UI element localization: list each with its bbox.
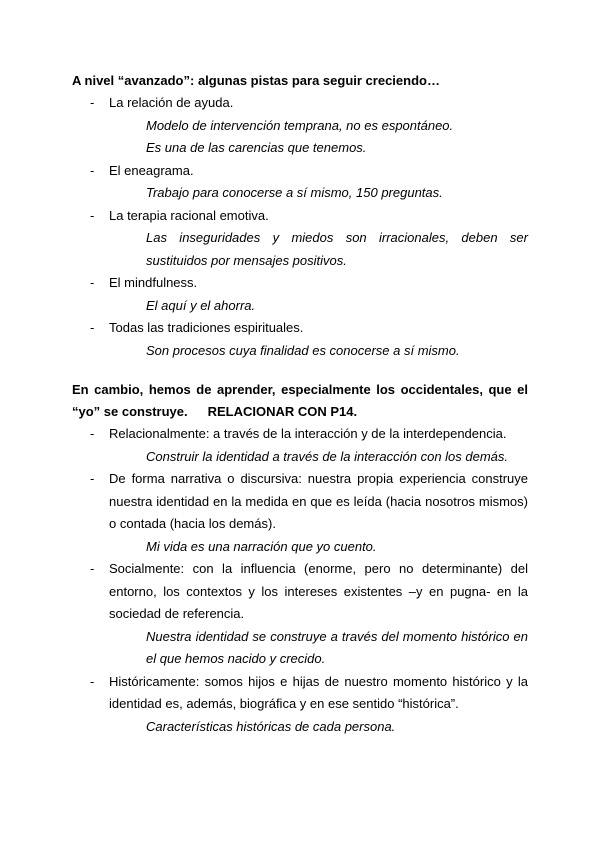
cross-reference-tag: RELACIONAR CON P14.: [207, 404, 358, 419]
list-item: [72, 92, 528, 160]
list-item-note: Nuestra identidad se construye a través del momento histórico en el que hemos nacido y crecido.: [146, 628, 528, 666]
list-item-text: Socialmente: con la influencia (enorme, pero no determinante) del entorno, los contextos y los intereses existentes –y en pugna- en la sociedad de referencia.: [109, 561, 528, 621]
list-item: [72, 205, 528, 273]
list-item-text: Relacionalmente: a través de la interacción y de la interdependencia.: [109, 426, 507, 441]
list-item-note: El aquí y el ahorra.: [146, 297, 256, 313]
dash-bullet: -: [90, 207, 95, 223]
list-item: [72, 423, 528, 468]
list-item-note: Son procesos cuya finalidad es conocerse a sí mismo.: [146, 342, 460, 358]
dash-bullet: -: [90, 673, 95, 689]
section-2-heading: [72, 379, 528, 423]
list-item-note: Características históricas de cada persona.: [146, 718, 396, 734]
list-item-text: Todas las tradiciones espirituales.: [109, 320, 304, 335]
list-item-note: Las inseguridades y miedos son irracionales, deben ser sustituidos por mensajes positivos.: [146, 230, 528, 268]
dash-bullet: -: [90, 95, 95, 110]
dash-bullet: -: [90, 275, 95, 290]
list-item: [72, 272, 528, 317]
list-item: [72, 160, 528, 205]
list-item-text: El eneagrama.: [109, 162, 194, 178]
list-item: [72, 671, 528, 739]
list-item-text: De forma narrativa o discursiva: nuestra propia experiencia construye nuestra identidad en la medida en que es leída (hacia nosotros mismos) o contada (hacia los demás).: [109, 471, 528, 531]
list-item: [72, 558, 528, 671]
list-item-text: El mindfulness.: [109, 275, 198, 290]
dash-bullet: -: [90, 320, 95, 335]
list-item: [72, 468, 528, 558]
section-2-heading-text: En cambio, hemos de aprender, especialmente los occidentales, que el “yo” se construye.: [72, 382, 528, 419]
dash-bullet: -: [90, 162, 95, 178]
list-item-text: La relación de ayuda.: [109, 95, 234, 110]
list-item-note: Trabajo para conocerse a sí mismo, 150 preguntas.: [146, 185, 443, 200]
list-item: [72, 317, 528, 362]
list-item-text: Históricamente: somos hijos e hijas de nuestro momento histórico y la identidad es, además, biográfica y en ese sentido “histórica”.: [109, 673, 528, 711]
dash-bullet: -: [90, 471, 95, 486]
list-item-note: Modelo de intervención temprana, no es espontáneo.: [146, 117, 454, 133]
list-item-text: La terapia racional emotiva.: [109, 207, 269, 223]
dash-bullet: -: [90, 561, 95, 576]
list-item-note: Construir la identidad a través de la interacción con los demás.: [146, 448, 509, 464]
list-item-note: Mi vida es una narración que yo cuento.: [146, 538, 377, 554]
section-2-list: [72, 423, 528, 738]
section-1-list: [72, 92, 528, 362]
section-1-heading: A nivel “avanzado”: algunas pistas para seguir creciendo…: [72, 73, 440, 88]
document-page: [72, 70, 528, 738]
dash-bullet: -: [90, 426, 95, 441]
list-item-note: Es una de las carencias que tenemos.: [146, 140, 367, 155]
